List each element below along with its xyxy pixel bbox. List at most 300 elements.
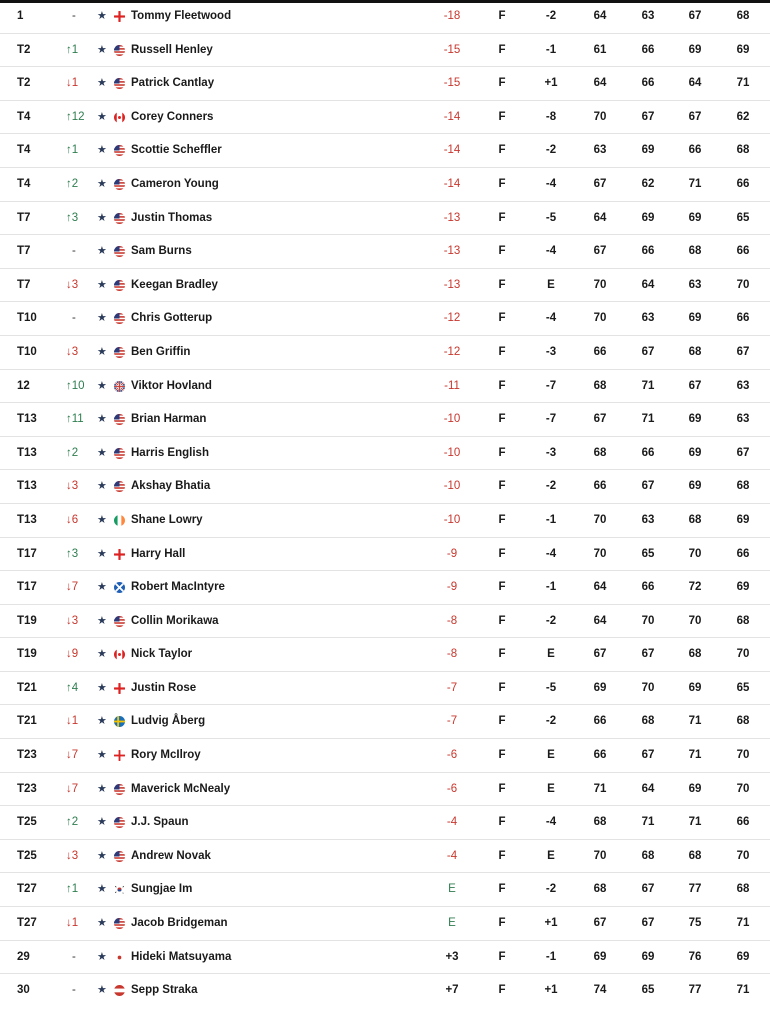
favorite-star-icon[interactable]: ★ — [97, 917, 107, 930]
jpn-flag-icon — [114, 952, 125, 963]
player-row[interactable] — [0, 873, 770, 907]
movement-indicator: ↑1 — [66, 43, 79, 56]
round-3-score: 77 — [688, 883, 702, 896]
today-score: -4 — [545, 547, 557, 560]
total-score: -10 — [443, 513, 461, 526]
round-1-score: 67 — [593, 413, 607, 426]
round-2-score: 67 — [641, 648, 655, 661]
round-2-score: 71 — [641, 413, 655, 426]
round-2-score: 65 — [641, 984, 655, 997]
player-name[interactable]: Scottie Scheffler — [131, 144, 222, 157]
player-name[interactable]: Cameron Young — [131, 177, 219, 190]
today-score: -1 — [545, 513, 557, 526]
favorite-star-icon[interactable]: ★ — [97, 749, 107, 762]
today-score: -3 — [545, 345, 557, 358]
thru: F — [498, 77, 506, 90]
position: T10 — [17, 345, 37, 358]
round-3-score: 75 — [688, 917, 702, 930]
player-name[interactable]: J.J. Spaun — [131, 816, 189, 829]
player-row[interactable] — [0, 504, 770, 538]
favorite-star-icon[interactable]: ★ — [97, 883, 107, 896]
position: T21 — [17, 715, 37, 728]
movement-indicator: ↑2 — [66, 177, 79, 190]
usa-flag-icon — [114, 179, 125, 190]
thru: F — [498, 749, 506, 762]
usa-flag-icon — [114, 213, 125, 224]
total-score: -11 — [444, 379, 460, 392]
position: T17 — [17, 581, 37, 594]
round-3-score: 69 — [688, 681, 702, 694]
round-2-score: 67 — [641, 480, 655, 493]
position: T13 — [17, 480, 37, 493]
player-row[interactable] — [0, 302, 770, 336]
favorite-star-icon[interactable]: ★ — [97, 984, 107, 997]
round-1-score: 70 — [593, 278, 607, 291]
round-4-score: 66 — [736, 177, 750, 190]
round-3-score: 68 — [688, 513, 702, 526]
player-row[interactable] — [0, 0, 770, 34]
round-3-score: 68 — [688, 345, 702, 358]
thru: F — [498, 547, 506, 560]
movement-indicator: ↓1 — [66, 77, 79, 90]
thru: F — [498, 816, 506, 829]
round-4-score: 62 — [736, 110, 750, 123]
round-2-score: 66 — [641, 43, 655, 56]
player-name[interactable]: Sepp Straka — [131, 984, 198, 997]
player-row[interactable] — [0, 672, 770, 706]
player-row[interactable] — [0, 806, 770, 840]
movement-indicator: ↓3 — [66, 345, 79, 358]
player-row[interactable] — [0, 34, 770, 68]
player-name[interactable]: Andrew Novak — [131, 849, 211, 862]
thru: F — [498, 312, 506, 325]
favorite-star-icon[interactable]: ★ — [97, 77, 107, 90]
favorite-star-icon[interactable]: ★ — [97, 816, 107, 829]
player-name[interactable]: Akshay Bhatia — [131, 480, 211, 493]
round-3-score: 66 — [688, 144, 702, 157]
round-1-score: 70 — [593, 849, 607, 862]
usa-flag-icon — [114, 448, 125, 459]
player-row[interactable] — [0, 403, 770, 437]
round-2-score: 70 — [641, 681, 655, 694]
total-score: -10 — [443, 480, 461, 493]
player-row[interactable] — [0, 336, 770, 370]
round-4-score: 69 — [736, 950, 750, 963]
total-score: -15 — [443, 77, 461, 90]
position: T4 — [17, 110, 31, 123]
movement-indicator: ↓3 — [66, 480, 79, 493]
usa-flag-icon — [114, 414, 125, 425]
round-3-score: 69 — [688, 480, 702, 493]
round-1-score: 70 — [593, 547, 607, 560]
favorite-star-icon[interactable]: ★ — [97, 480, 107, 493]
today-score: +1 — [544, 917, 558, 930]
player-row[interactable] — [0, 202, 770, 236]
usa-flag-icon — [114, 145, 125, 156]
thru: F — [498, 278, 506, 291]
player-name[interactable]: Harry Hall — [131, 547, 186, 560]
movement-indicator: - — [72, 984, 76, 997]
thru: F — [498, 513, 506, 526]
sco-flag-icon — [114, 582, 125, 593]
favorite-star-icon[interactable]: ★ — [97, 245, 107, 258]
round-3-score: 69 — [688, 43, 702, 56]
player-name[interactable]: Sam Burns — [131, 245, 192, 258]
movement-indicator: ↓7 — [66, 782, 79, 795]
round-4-score: 68 — [736, 480, 750, 493]
movement-indicator: ↑11 — [66, 413, 84, 426]
player-name[interactable]: Harris English — [131, 446, 209, 459]
player-name[interactable]: Brian Harman — [131, 413, 207, 426]
total-score: -4 — [446, 849, 458, 862]
usa-flag-icon — [114, 280, 125, 291]
player-row[interactable] — [0, 941, 770, 975]
player-name[interactable]: Keegan Bradley — [131, 278, 218, 291]
player-name[interactable]: Collin Morikawa — [131, 614, 219, 627]
round-2-score: 66 — [641, 446, 655, 459]
favorite-star-icon[interactable]: ★ — [97, 849, 107, 862]
round-4-score: 67 — [736, 446, 750, 459]
today-score: E — [547, 648, 555, 661]
round-3-score: 67 — [688, 110, 702, 123]
favorite-star-icon[interactable]: ★ — [97, 581, 107, 594]
position: T13 — [17, 446, 37, 459]
thru: F — [498, 211, 506, 224]
round-3-score: 71 — [688, 749, 702, 762]
round-2-score: 64 — [641, 782, 655, 795]
today-score: -8 — [545, 110, 557, 123]
thru: F — [498, 413, 506, 426]
today-score: -2 — [545, 10, 557, 22]
favorite-star-icon[interactable]: ★ — [97, 547, 107, 560]
player-row[interactable] — [0, 235, 770, 269]
round-2-score: 71 — [641, 379, 655, 392]
can-flag-icon — [114, 112, 125, 123]
favorite-star-icon[interactable]: ★ — [97, 278, 107, 291]
player-name[interactable]: Corey Conners — [131, 110, 214, 123]
thru: F — [498, 883, 506, 896]
round-3-score: 71 — [688, 816, 702, 829]
today-score: +1 — [544, 77, 558, 90]
round-1-score: 64 — [593, 614, 607, 627]
player-row[interactable] — [0, 67, 770, 101]
position: 29 — [17, 950, 30, 963]
round-2-score: 71 — [641, 816, 655, 829]
today-score: -4 — [545, 245, 557, 258]
round-3-score: 71 — [688, 715, 702, 728]
movement-indicator: ↑2 — [66, 446, 79, 459]
favorite-star-icon[interactable]: ★ — [97, 177, 107, 190]
round-2-score: 70 — [641, 614, 655, 627]
position: T23 — [17, 782, 37, 795]
round-2-score: 66 — [641, 77, 655, 90]
round-2-score: 65 — [641, 547, 655, 560]
player-name[interactable]: Tommy Fleetwood — [131, 10, 232, 22]
round-4-score: 70 — [736, 849, 750, 862]
round-1-score: 69 — [593, 681, 607, 694]
round-1-score: 67 — [593, 917, 607, 930]
movement-indicator: ↑1 — [66, 144, 79, 157]
total-score: -10 — [443, 446, 461, 459]
player-row[interactable] — [0, 638, 770, 672]
today-score: -7 — [545, 379, 557, 392]
player-name[interactable]: Justin Rose — [131, 681, 197, 694]
round-4-score: 69 — [736, 43, 750, 56]
favorite-star-icon[interactable]: ★ — [97, 345, 107, 358]
player-row[interactable] — [0, 168, 770, 202]
today-score: -2 — [545, 144, 557, 157]
thru: F — [498, 715, 506, 728]
round-4-score: 70 — [736, 782, 750, 795]
round-4-score: 65 — [736, 211, 750, 224]
movement-indicator: ↓9 — [66, 648, 79, 661]
nor-flag-icon — [114, 381, 125, 392]
player-name[interactable]: Chris Gotterup — [131, 312, 213, 325]
kor-flag-icon — [114, 884, 125, 895]
round-4-score: 70 — [736, 648, 750, 661]
total-score: -13 — [443, 211, 461, 224]
round-2-score: 69 — [641, 211, 655, 224]
player-row[interactable] — [0, 840, 770, 874]
irl-flag-icon — [114, 515, 125, 526]
player-row[interactable] — [0, 773, 770, 807]
movement-indicator: ↓1 — [66, 917, 79, 930]
total-score: -14 — [443, 110, 461, 123]
thru: F — [498, 345, 506, 358]
player-row[interactable] — [0, 470, 770, 504]
round-2-score: 67 — [641, 749, 655, 762]
position: T23 — [17, 749, 37, 762]
round-1-score: 71 — [593, 782, 607, 795]
thru: F — [498, 849, 506, 862]
thru: F — [498, 245, 506, 258]
favorite-star-icon[interactable]: ★ — [97, 10, 107, 22]
player-name[interactable]: Russell Henley — [131, 43, 213, 56]
today-score: E — [547, 782, 555, 795]
eng-flag-icon — [114, 683, 125, 694]
favorite-star-icon[interactable]: ★ — [97, 950, 107, 963]
round-3-score: 70 — [688, 614, 702, 627]
player-row[interactable] — [0, 269, 770, 303]
player-row[interactable] — [0, 134, 770, 168]
player-name[interactable]: Sungjae Im — [131, 883, 193, 896]
thru: F — [498, 379, 506, 392]
player-name[interactable]: Rory McIlroy — [131, 749, 201, 762]
today-score: -4 — [545, 816, 557, 829]
position: T17 — [17, 547, 37, 560]
player-row[interactable] — [0, 370, 770, 404]
round-3-score: 68 — [688, 245, 702, 258]
player-row[interactable] — [0, 739, 770, 773]
position: 30 — [17, 984, 30, 997]
position: T27 — [17, 917, 37, 930]
movement-indicator: ↓1 — [66, 715, 79, 728]
round-3-score: 70 — [688, 547, 702, 560]
round-2-score: 63 — [641, 312, 655, 325]
round-3-score: 68 — [688, 648, 702, 661]
thru: F — [498, 917, 506, 930]
thru: F — [498, 581, 506, 594]
player-name[interactable]: Jacob Bridgeman — [131, 917, 228, 930]
total-score: -6 — [446, 782, 458, 795]
movement-indicator: - — [72, 245, 76, 258]
favorite-star-icon[interactable]: ★ — [97, 144, 107, 157]
player-name[interactable]: Robert MacIntyre — [131, 581, 225, 594]
round-4-score: 71 — [736, 917, 750, 930]
today-score: -3 — [545, 446, 557, 459]
favorite-star-icon[interactable]: ★ — [97, 211, 107, 224]
round-2-score: 67 — [641, 917, 655, 930]
movement-indicator: ↓7 — [66, 581, 79, 594]
round-2-score: 68 — [641, 849, 655, 862]
player-name[interactable]: Hideki Matsuyama — [131, 950, 232, 963]
today-score: -5 — [545, 681, 557, 694]
usa-flag-icon — [114, 246, 125, 257]
round-4-score: 71 — [736, 984, 750, 997]
thru: F — [498, 43, 506, 56]
round-3-score: 69 — [688, 312, 702, 325]
player-row[interactable] — [0, 974, 770, 1008]
position: T19 — [17, 614, 37, 627]
total-score: -14 — [443, 177, 461, 190]
today-score: E — [547, 849, 555, 862]
movement-indicator: - — [72, 950, 76, 963]
today-score: E — [547, 278, 555, 291]
favorite-star-icon[interactable]: ★ — [97, 681, 107, 694]
today-score: -1 — [545, 950, 557, 963]
total-score: -13 — [443, 278, 461, 291]
position: T2 — [17, 43, 31, 56]
thru: F — [498, 446, 506, 459]
thru: F — [498, 984, 506, 997]
position: T13 — [17, 513, 37, 526]
today-score: -1 — [545, 581, 557, 594]
can-flag-icon — [114, 649, 125, 660]
player-name[interactable]: Patrick Cantlay — [131, 77, 215, 90]
player-name[interactable]: Justin Thomas — [131, 211, 213, 224]
player-row[interactable] — [0, 538, 770, 572]
favorite-star-icon[interactable]: ★ — [97, 43, 107, 56]
player-name[interactable]: Ben Griffin — [131, 345, 191, 358]
round-4-score: 65 — [736, 681, 750, 694]
round-1-score: 66 — [593, 345, 607, 358]
total-score: -8 — [446, 648, 458, 661]
round-1-score: 63 — [593, 144, 607, 157]
total-score: -13 — [443, 245, 461, 258]
total-score: +7 — [445, 984, 459, 997]
movement-indicator: ↓6 — [66, 513, 79, 526]
favorite-star-icon[interactable]: ★ — [97, 312, 107, 325]
usa-flag-icon — [114, 45, 125, 56]
player-row[interactable] — [0, 705, 770, 739]
round-2-score: 62 — [641, 177, 655, 190]
today-score: -1 — [545, 43, 557, 56]
today-score: -2 — [545, 480, 557, 493]
player-row[interactable] — [0, 437, 770, 471]
round-1-score: 64 — [593, 77, 607, 90]
total-score: -18 — [443, 10, 461, 22]
movement-indicator: ↓3 — [66, 849, 79, 862]
position: T10 — [17, 312, 37, 325]
round-1-score: 74 — [593, 984, 607, 997]
player-name[interactable]: Maverick McNealy — [131, 782, 231, 795]
eng-flag-icon — [114, 549, 125, 560]
player-row[interactable] — [0, 101, 770, 135]
round-3-score: 69 — [688, 413, 702, 426]
total-score: -15 — [443, 43, 461, 56]
round-1-score: 68 — [593, 883, 607, 896]
position: T2 — [17, 77, 31, 90]
total-score: E — [448, 883, 456, 896]
player-name[interactable]: Ludvig Åberg — [131, 715, 206, 728]
favorite-star-icon[interactable]: ★ — [97, 513, 107, 526]
round-4-score: 71 — [736, 77, 750, 90]
favorite-star-icon[interactable]: ★ — [97, 110, 107, 123]
movement-indicator: ↑10 — [66, 379, 85, 392]
thru: F — [498, 648, 506, 661]
round-2-score: 67 — [641, 883, 655, 896]
position: 1 — [17, 10, 24, 22]
round-3-score: 77 — [688, 984, 702, 997]
favorite-star-icon[interactable]: ★ — [97, 413, 107, 426]
position: T25 — [17, 816, 37, 829]
total-score: -8 — [446, 614, 458, 627]
movement-indicator: ↓3 — [66, 278, 79, 291]
usa-flag-icon — [114, 481, 125, 492]
total-score: -9 — [446, 547, 458, 560]
total-score: -7 — [446, 681, 458, 694]
round-2-score: 67 — [641, 345, 655, 358]
thru: F — [498, 110, 506, 123]
round-4-score: 63 — [736, 379, 750, 392]
round-1-score: 67 — [593, 177, 607, 190]
round-3-score: 67 — [688, 10, 702, 22]
favorite-star-icon[interactable]: ★ — [97, 379, 107, 392]
favorite-star-icon[interactable]: ★ — [97, 446, 107, 459]
round-1-score: 67 — [593, 245, 607, 258]
round-4-score: 70 — [736, 278, 750, 291]
favorite-star-icon[interactable]: ★ — [97, 614, 107, 627]
player-name[interactable]: Shane Lowry — [131, 513, 203, 526]
today-score: -2 — [545, 715, 557, 728]
aut-flag-icon — [114, 985, 125, 996]
round-1-score: 69 — [593, 950, 607, 963]
total-score: -14 — [443, 144, 461, 157]
total-score: -6 — [446, 749, 458, 762]
nir-flag-icon — [114, 750, 125, 761]
round-1-score: 66 — [593, 480, 607, 493]
player-row[interactable] — [0, 605, 770, 639]
round-1-score: 68 — [593, 446, 607, 459]
player-name[interactable]: Viktor Hovland — [131, 379, 212, 392]
favorite-star-icon[interactable]: ★ — [97, 648, 107, 661]
position: T7 — [17, 211, 31, 224]
player-row[interactable] — [0, 907, 770, 941]
today-score: -7 — [545, 413, 557, 426]
player-name[interactable]: Nick Taylor — [131, 648, 193, 661]
favorite-star-icon[interactable]: ★ — [97, 715, 107, 728]
round-1-score: 68 — [593, 816, 607, 829]
round-2-score: 66 — [641, 245, 655, 258]
round-2-score: 67 — [641, 110, 655, 123]
thru: F — [498, 144, 506, 157]
round-1-score: 64 — [593, 581, 607, 594]
position: T27 — [17, 883, 37, 896]
position: 12 — [17, 379, 30, 392]
player-row[interactable] — [0, 571, 770, 605]
favorite-star-icon[interactable]: ★ — [97, 782, 107, 795]
round-1-score: 70 — [593, 110, 607, 123]
